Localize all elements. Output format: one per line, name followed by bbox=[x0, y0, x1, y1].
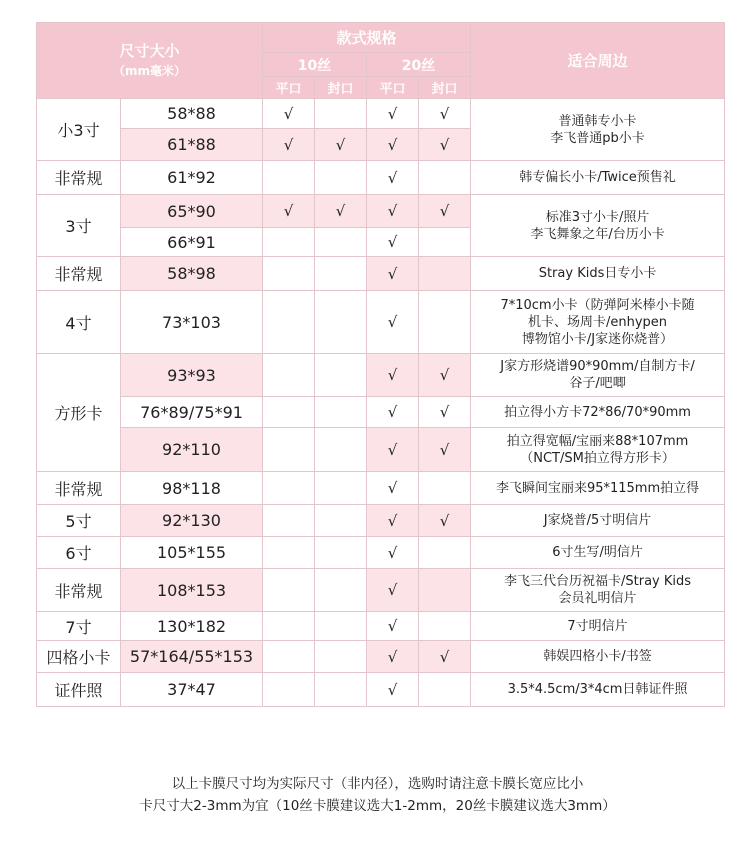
applicable-cell: Stray Kids日专小卡 bbox=[471, 257, 725, 291]
applicable-cell: 李飞瞬间宝丽来95*115mm拍立得 bbox=[471, 472, 725, 505]
table-row bbox=[37, 537, 725, 569]
applicable-cell: 韩娱四格小卡/书签 bbox=[471, 641, 725, 673]
table-row bbox=[37, 161, 725, 195]
suit-header: 适合周边 bbox=[471, 23, 725, 99]
checkmark: √ bbox=[335, 202, 346, 220]
flat-20-cell bbox=[367, 161, 419, 195]
applicable-cell: 普通韩专小卡 李飞普通pb小卡 bbox=[471, 99, 725, 161]
flat-10-cell bbox=[263, 641, 315, 673]
size-cell: 98*118 bbox=[121, 472, 263, 505]
checkmark: √ bbox=[387, 104, 398, 123]
checkmark: √ bbox=[387, 135, 398, 154]
applicable-cell: 6寸生写/明信片 bbox=[471, 537, 725, 569]
checkmark: √ bbox=[439, 403, 450, 421]
flat-10-cell bbox=[263, 257, 315, 291]
size-cell: 66*91 bbox=[121, 228, 263, 257]
category-cell: 7寸 bbox=[37, 612, 121, 641]
flat-10-cell bbox=[263, 99, 315, 129]
flat-10-cell bbox=[263, 397, 315, 428]
seal-10-cell bbox=[315, 505, 367, 537]
flat-20-cell bbox=[367, 397, 419, 428]
seal-10-cell bbox=[315, 569, 367, 612]
seal-20-cell bbox=[419, 129, 471, 161]
size-header bbox=[37, 23, 263, 99]
size-cell: 73*103 bbox=[121, 291, 263, 354]
seal-20-cell bbox=[419, 428, 471, 472]
table-row bbox=[37, 99, 725, 129]
size-cell: 65*90 bbox=[121, 195, 263, 228]
size-cell: 93*93 bbox=[121, 354, 263, 397]
checkmark: √ bbox=[387, 313, 398, 331]
applicable-cell: 韩专偏长小卡/Twice预售礼 bbox=[471, 161, 725, 195]
category-cell: 非常规 bbox=[37, 472, 121, 505]
checkmark: √ bbox=[387, 233, 398, 251]
seal-20-cell bbox=[419, 99, 471, 129]
checkmark: √ bbox=[387, 440, 398, 459]
checkmark: √ bbox=[439, 366, 450, 384]
category-cell: 3寸 bbox=[37, 195, 121, 257]
checkmark: √ bbox=[335, 135, 346, 154]
seal-10-cell bbox=[315, 291, 367, 354]
checkmark: √ bbox=[439, 104, 450, 123]
seal-10-cell bbox=[315, 641, 367, 673]
seal-20-cell bbox=[419, 505, 471, 537]
checkmark: √ bbox=[387, 617, 398, 635]
seal-20-cell bbox=[419, 673, 471, 707]
flat-10-cell bbox=[263, 505, 315, 537]
checkmark: √ bbox=[387, 403, 398, 421]
table-row bbox=[37, 428, 725, 472]
size-cell: 105*155 bbox=[121, 537, 263, 569]
seal-10-cell bbox=[315, 99, 367, 129]
seal-10-cell bbox=[315, 257, 367, 291]
checkmark: √ bbox=[283, 202, 294, 220]
checkmark: √ bbox=[387, 543, 398, 562]
flat-20-cell bbox=[367, 428, 419, 472]
category-cell: 方形卡 bbox=[37, 354, 121, 472]
flat-20-cell bbox=[367, 291, 419, 354]
seal-20-cell bbox=[419, 612, 471, 641]
size-cell: 108*153 bbox=[121, 569, 263, 612]
seal-20-cell bbox=[419, 397, 471, 428]
thickness-10-header: 10丝 bbox=[263, 53, 367, 77]
flat-10-cell bbox=[263, 228, 315, 257]
flat-10-cell bbox=[263, 291, 315, 354]
checkmark: √ bbox=[283, 135, 294, 154]
seal-20-cell bbox=[419, 257, 471, 291]
checkmark: √ bbox=[439, 135, 450, 154]
flat-10-cell bbox=[263, 472, 315, 505]
category-cell: 非常规 bbox=[37, 161, 121, 195]
table-row bbox=[37, 612, 725, 641]
checkmark: √ bbox=[387, 511, 398, 530]
seal-20-cell bbox=[419, 195, 471, 228]
flat-10-cell bbox=[263, 129, 315, 161]
flat-20-cell bbox=[367, 472, 419, 505]
flat-10-cell bbox=[263, 161, 315, 195]
seal-10-cell bbox=[315, 161, 367, 195]
applicable-cell: J家方形烧谱90*90mm/自制方卡/ 谷子/吧唧 bbox=[471, 354, 725, 397]
checkmark: √ bbox=[439, 511, 450, 530]
category-cell: 小3寸 bbox=[37, 99, 121, 161]
table-body bbox=[37, 99, 725, 707]
size-cell: 92*110 bbox=[121, 428, 263, 472]
checkmark: √ bbox=[387, 366, 398, 384]
applicable-cell: 7寸明信片 bbox=[471, 612, 725, 641]
seal-10-cell bbox=[315, 129, 367, 161]
seal-10-cell bbox=[315, 354, 367, 397]
size-cell: 37*47 bbox=[121, 673, 263, 707]
seal-20-cell bbox=[419, 354, 471, 397]
size-cell: 58*98 bbox=[121, 257, 263, 291]
applicable-cell: 拍立得宽幅/宝丽来88*107mm （NCT/SM拍立得方形卡） bbox=[471, 428, 725, 472]
flat-20-cell bbox=[367, 129, 419, 161]
flat-10-cell bbox=[263, 673, 315, 707]
seal-20-cell bbox=[419, 537, 471, 569]
flat-20-cell bbox=[367, 673, 419, 707]
seal-10-header: 封口 bbox=[315, 77, 367, 99]
checkmark: √ bbox=[387, 680, 398, 699]
seal-10-cell bbox=[315, 397, 367, 428]
flat-10-cell bbox=[263, 569, 315, 612]
size-cell: 92*130 bbox=[121, 505, 263, 537]
applicable-cell: 3.5*4.5cm/3*4cm日韩证件照 bbox=[471, 673, 725, 707]
seal-10-cell bbox=[315, 673, 367, 707]
seal-20-cell bbox=[419, 641, 471, 673]
size-table bbox=[36, 22, 725, 707]
seal-10-cell bbox=[315, 228, 367, 257]
size-cell: 61*92 bbox=[121, 161, 263, 195]
category-cell: 4寸 bbox=[37, 291, 121, 354]
flat-20-cell bbox=[367, 195, 419, 228]
size-header-title: 尺寸大小 bbox=[119, 41, 180, 60]
table-row bbox=[37, 472, 725, 505]
seal-10-cell bbox=[315, 428, 367, 472]
flat-20-cell bbox=[367, 505, 419, 537]
seal-10-cell bbox=[315, 537, 367, 569]
table-row bbox=[37, 673, 725, 707]
category-cell: 5寸 bbox=[37, 505, 121, 537]
seal-20-cell bbox=[419, 472, 471, 505]
footnote-line-2: 卡尺寸大2-3mm为宜（10丝卡膜建议选大1-2mm，20丝卡膜建议选大3mm） bbox=[139, 798, 616, 814]
table-row bbox=[37, 257, 725, 291]
table-row bbox=[37, 397, 725, 428]
flat-20-cell bbox=[367, 354, 419, 397]
size-cell: 76*89/75*91 bbox=[121, 397, 263, 428]
checkmark: √ bbox=[387, 581, 398, 599]
applicable-cell: 7*10cm小卡（防弹阿米棒小卡随 机卡、场周卡/enhypen 博物馆小卡/J家迷你烧普） bbox=[471, 291, 725, 354]
flat-10-cell bbox=[263, 428, 315, 472]
table-row bbox=[37, 505, 725, 537]
flat-10-header: 平口 bbox=[263, 77, 315, 99]
flat-20-cell bbox=[367, 569, 419, 612]
category-cell: 四格小卡 bbox=[37, 641, 121, 673]
flat-20-cell bbox=[367, 641, 419, 673]
category-cell: 非常规 bbox=[37, 569, 121, 612]
checkmark: √ bbox=[439, 647, 450, 666]
applicable-cell: 标准3寸小卡/照片 李飞舞象之年/台历小卡 bbox=[471, 195, 725, 257]
size-header-unit: （mm毫米） bbox=[113, 63, 187, 78]
size-cell: 130*182 bbox=[121, 612, 263, 641]
flat-10-cell bbox=[263, 537, 315, 569]
flat-20-cell bbox=[367, 257, 419, 291]
table-row bbox=[37, 641, 725, 673]
seal-20-cell bbox=[419, 291, 471, 354]
checkmark: √ bbox=[387, 202, 398, 220]
applicable-cell: 拍立得小方卡72*86/70*90mm bbox=[471, 397, 725, 428]
checkmark: √ bbox=[283, 104, 294, 123]
size-cell: 58*88 bbox=[121, 99, 263, 129]
seal-10-cell bbox=[315, 612, 367, 641]
category-cell: 证件照 bbox=[37, 673, 121, 707]
flat-10-cell bbox=[263, 612, 315, 641]
flat-10-cell bbox=[263, 354, 315, 397]
applicable-cell: 李飞三代台历祝福卡/Stray Kids 会员礼明信片 bbox=[471, 569, 725, 612]
checkmark: √ bbox=[387, 479, 398, 497]
checkmark: √ bbox=[439, 440, 450, 459]
seal-10-cell bbox=[315, 195, 367, 228]
flat-20-header: 平口 bbox=[367, 77, 419, 99]
table-row bbox=[37, 195, 725, 228]
table-row bbox=[37, 569, 725, 612]
seal-20-header: 封口 bbox=[419, 77, 471, 99]
checkmark: √ bbox=[387, 264, 398, 283]
size-cell: 57*164/55*153 bbox=[121, 641, 263, 673]
checkmark: √ bbox=[439, 202, 450, 220]
checkmark: √ bbox=[387, 168, 398, 187]
category-cell: 非常规 bbox=[37, 257, 121, 291]
seal-20-cell bbox=[419, 228, 471, 257]
flat-20-cell bbox=[367, 612, 419, 641]
category-cell: 6寸 bbox=[37, 537, 121, 569]
checkmark: √ bbox=[387, 647, 398, 666]
thickness-20-header: 20丝 bbox=[367, 53, 471, 77]
applicable-cell: J家烧普/5寸明信片 bbox=[471, 505, 725, 537]
seal-20-cell bbox=[419, 569, 471, 612]
table-row bbox=[37, 291, 725, 354]
table-row bbox=[37, 354, 725, 397]
footnote-line-1: 以上卡膜尺寸均为实际尺寸（非内径），选购时请注意卡膜长宽应比小 bbox=[171, 776, 584, 792]
size-cell: 61*88 bbox=[121, 129, 263, 161]
flat-10-cell bbox=[263, 195, 315, 228]
flat-20-cell bbox=[367, 537, 419, 569]
spec-header: 款式规格 bbox=[263, 23, 471, 53]
flat-20-cell bbox=[367, 99, 419, 129]
flat-20-cell bbox=[367, 228, 419, 257]
seal-10-cell bbox=[315, 472, 367, 505]
seal-20-cell bbox=[419, 161, 471, 195]
